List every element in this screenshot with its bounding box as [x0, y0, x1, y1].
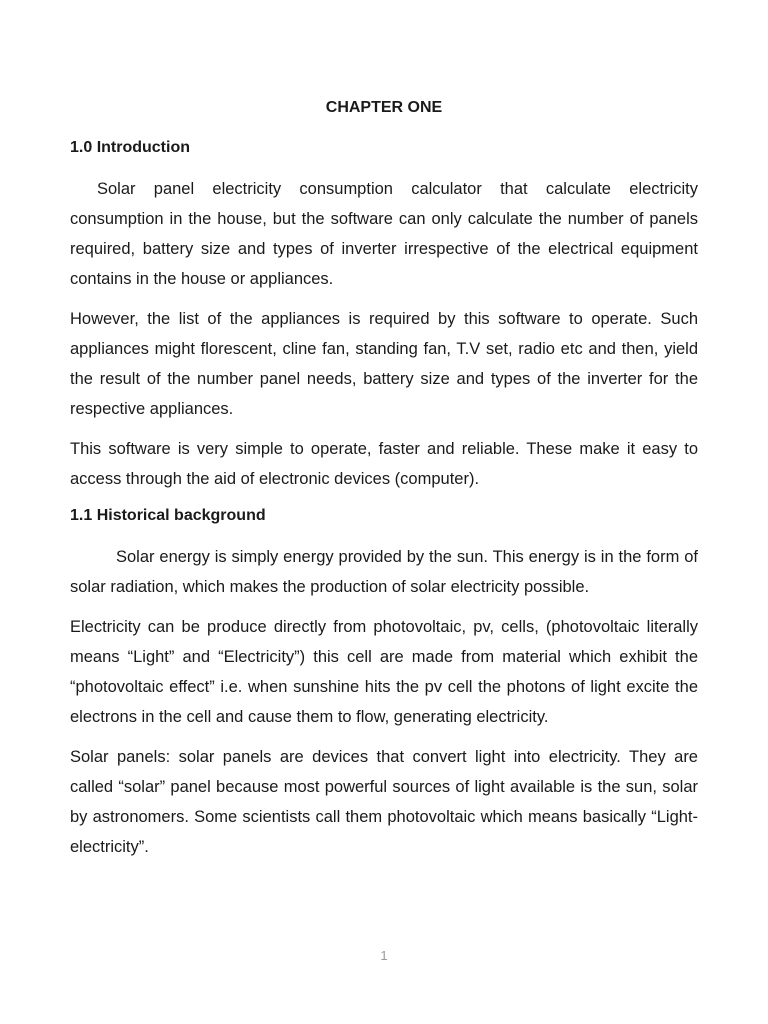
paragraph: This software is very simple to operate, faster and reliable. These make it easy to access through the aid of electronic devices (computer).	[70, 440, 698, 488]
paragraph: Solar panels: solar panels are devices that convert light into electricity. They are called “solar” panel because most powerful sources of light available is the sun, solar by astronomers. Some scientists call them photovoltaic which means basically “Light-electricity”.	[70, 748, 698, 856]
section-heading-introduction: 1.0 Introduction	[70, 139, 190, 156]
page-number: 1	[380, 948, 388, 963]
section-heading-historical-background: 1.1 Historical background	[70, 507, 266, 524]
paragraph: Solar panel electricity consumption calculator that calculate electricity consumption in the house, but the software can only calculate the number of panels required, battery size and types of inverter irrespective of the electrical equipment contains in the house or appliances.	[70, 180, 698, 288]
chapter-title: CHAPTER ONE	[325, 99, 443, 116]
paragraph: However, the list of the appliances is required by this software to operate. Such appliances might florescent, cline fan, standing fan, T.V set, radio etc and then, yield the result of the number panel needs, battery size and types of the inverter for the respective appliances.	[70, 310, 698, 418]
paragraph: Solar energy is simply energy provided by the sun. This energy is in the form of solar radiation, which makes the production of solar electricity possible.	[70, 548, 698, 596]
paragraph: Electricity can be produce directly from photovoltaic, pv, cells, (photovoltaic literally means “Light” and “Electricity”) this cell are made from material which exhibit the “photovoltaic effect” i.e. when sunshine hits the pv cell the photons of light excite the electrons in the cell and cause them to flow, generating electricity.	[70, 618, 698, 726]
page-content	[70, 96, 698, 872]
